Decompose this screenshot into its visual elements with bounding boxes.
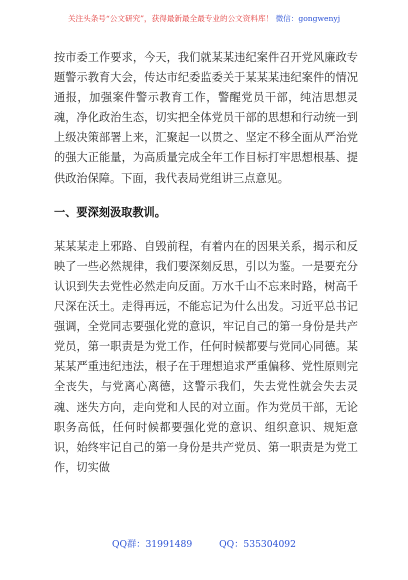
document-body — [54, 48, 358, 478]
paragraph-intro: 按市委工作要求，今天，我们就某某违纪案件召开党风廉政专题警示教育大会，传达市纪委监委关于某某某违纪案件的情况通报，加强案件警示教育工作，警醒党员干部，纯洁思想灵魂，净化政治生态，切实把全体党员干部的思想和行动统一到上级决策部署上来，汇聚起一以贯之、坚定不移全面从严治党的强大正能量，为高质量完成全年工作目标打牢思想根基、提供政治保障。下面，我代表局党组讲三点意见。 — [54, 51, 358, 185]
header-promo — [0, 14, 408, 24]
section-heading-1: 一、要深刻汲取教训。 — [54, 205, 166, 219]
footer-contact — [0, 536, 408, 550]
footer-qq-group: QQ群：31991489 — [112, 539, 193, 550]
paragraph-section-1: 某某某走上邪路、自毁前程，有着内在的因果关系，揭示和反映了一些必然规律，我们要深刻反思，引以为鉴。一是要充分认识到失去党性必然走向反面。万水千山不忘来时路，树高千尺深在沃土。走得再远，不能忘记为什么出发。习近平总书记强调，全党同志要强化党的意识，牢记自己的第一身份是共产党员，第一职责是为党工作，任何时候都要与党同心同德。某某某严重违纪违法，根子在于理想追求严重偏移、党性原则完全丧失，与党离心离德，这警示我们，失去党性就会失去灵魂、迷失方向，走向党和人民的对立面。作为党员干部，无论职务高低，任何时候都要强化党的意识、组织意识、规矩意识，始终牢记自己的第一身份是共产党员、第一职责是为党工作，切实做 — [54, 239, 358, 474]
header-promo-text: 关注头条号“公文研究”，获得最新最全最专业的公文资料库！ — [67, 14, 274, 23]
header-wechat: 微信：gongwenyj — [275, 14, 341, 23]
footer-qq: QQ：535304092 — [219, 539, 296, 550]
